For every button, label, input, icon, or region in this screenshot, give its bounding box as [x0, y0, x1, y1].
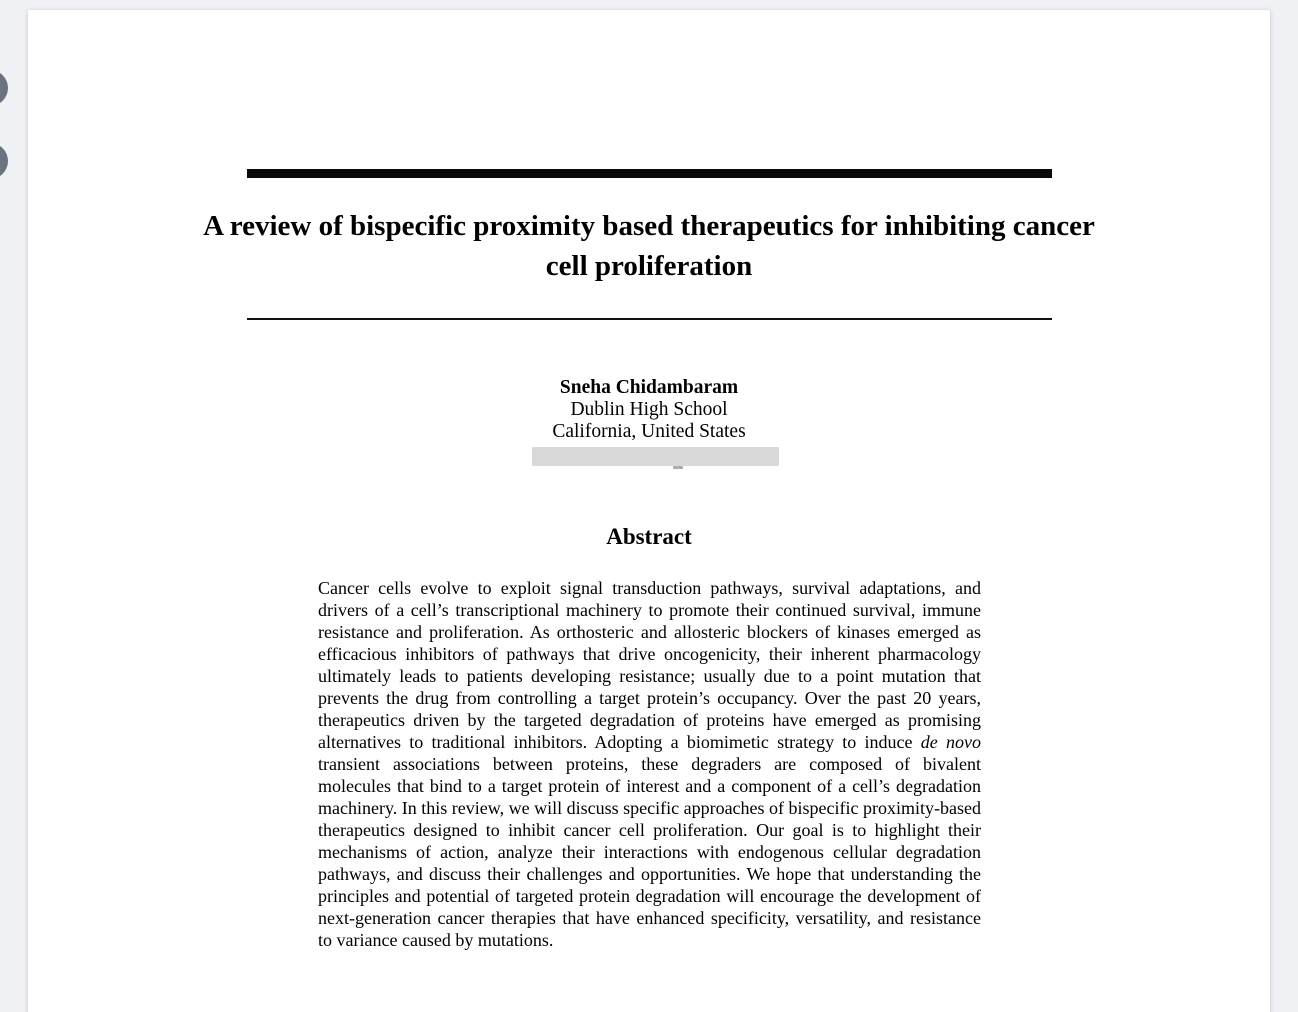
title-rule-bottom — [247, 318, 1052, 320]
edge-circle-button-top[interactable] — [0, 70, 8, 106]
abstract-text-pre: Cancer cells evolve to exploit signal transduction pathways, survival adaptations, and drivers of a cell’s transcriptional machinery to promote their continued survival, immune resistance and proliferation. As orthosteric and allosteric blockers of kinases emerged as efficacious inhibitors of pathways that drive oncogenicity, their inherent pharmacology ultimately leads to patients developing resistance; usually due to a point mutation that prevents the drug from controlling a target protein’s occupancy. Over the past 20 years, therapeutics driven by the targeted degradation of proteins have emerged as promising alternatives to traditional inhibitors. Adopting a biomimetic strategy to induce — [318, 578, 981, 752]
author-block — [28, 377, 1270, 443]
title-rule-top — [247, 169, 1052, 178]
abstract-text-italic: de novo — [920, 732, 981, 752]
author-location: California, United States — [552, 421, 746, 442]
author-affiliation: Dublin High School — [570, 399, 728, 420]
paper-title: A review of bispecific proximity based therapeutics for inhibiting cancer cell proliferation — [203, 210, 1095, 282]
author-name: Sneha Chidambaram — [559, 377, 739, 398]
abstract-text-post: transient associations between proteins, these degraders are composed of bivalent molecules that bind to a target protein of interest and a component of a cell’s degradation machinery. In this review, we will discuss specific approaches of bispecific proximity-based therapeutics designed to inhibit cancer cell proliferation. Our goal is to highlight their mechanisms of action, analyze their interactions with endogenous cellular degradation pathways, and discuss their challenges and opportunities. We hope that understanding the principles and potential of targeted protein degradation will encourage the development of next-generation cancer therapies that have enhanced specificity, versatility, and resistance to variance caused by mutations. — [318, 754, 981, 950]
abstract-body — [318, 577, 981, 951]
redacted-email-bar — [532, 447, 779, 466]
abstract-heading: Abstract — [606, 524, 692, 549]
redacted-char-remnant — [673, 466, 683, 469]
edge-circle-button-bottom[interactable] — [0, 143, 8, 179]
document-page — [28, 10, 1270, 1012]
